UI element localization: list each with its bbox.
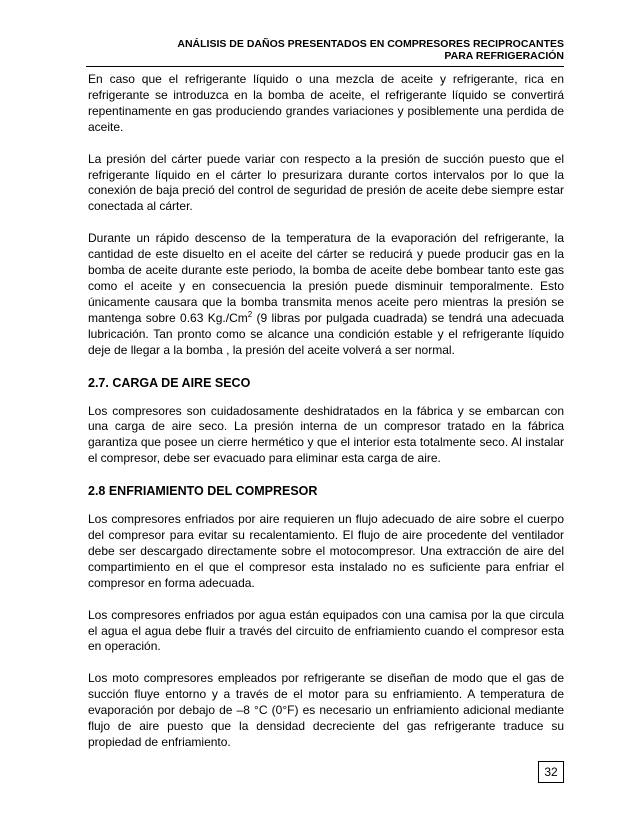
- section-heading-2-8: 2.8 ENFRIAMIENTO DEL COMPRESOR: [88, 484, 318, 499]
- paragraph-3-text-b: (9 libras por pulgada cuadrada) se tendrá una adecuada lubricación. Tan pronto como se alcance una condición estable y el refrigerante líquido deje de llegar a la bomba , la presión del aceite volverá a ser normal.: [88, 310, 564, 357]
- section-heading-2-7: 2.7. CARGA DE AIRE SECO: [88, 375, 251, 390]
- body-text: [88, 72, 564, 767]
- paragraph-3-text-a: Durante un rápido descenso de la temperatura de la evaporación del refrigerante, la cantidad de este disuelto en el aceite del cárter se reducirá y puede producir gas en la bomba de aceite durante este periodo, la bomba de aceite debe bombear tanto este gas como el aceite y en consecuencia la presión puede disminuir temporalmente. Esto únicamente causara que la bomba transmita menos aceite pero mientras la presión se mantenga sobre 0.63 Kg./Cm: [88, 231, 564, 325]
- page-number-box: 32: [538, 761, 564, 783]
- running-header: [150, 38, 564, 62]
- section-2-8-paragraph-3: Los moto compresores empleados por refrigerante se diseñan de modo que el gas de succión fluye entorno y a través de el motor para su enfriamiento. A temperatura de evaporación por debajo de –8 °C (0°F) es necesario un enfriamiento adicional mediante flujo de aire puesto que la densidad decreciente del gas refrigerante traduce su propiedad de enfriamiento.: [88, 671, 564, 749]
- section-2-8-paragraph-2: Los compresores enfriados por agua están equipados con una camisa por la que circula el agua el agua debe fluir a través del circuito de enfriamiento cuando el compresor esta en operación.: [88, 607, 564, 654]
- paragraph-1: En caso que el refrigerante líquido o una mezcla de aceite y refrigerante, rica en refrigerante se introduzca en la bomba de aceite, el refrigerante líquido se convertirá repentinamente en gas produciendo grandes variaciones y posiblemente una perdida de aceite.: [88, 72, 564, 134]
- paragraph-3: [88, 231, 564, 358]
- superscript-2: 2: [247, 309, 253, 319]
- section-2-7-paragraph: Los compresores son cuidadosamente deshidratados en la fábrica y se embarcan con una carga de aire seco. La presión interna de un compresor tratado en la fábrica garantiza que posee un cierre hermético y que el interior esta totalmente seco. Al instalar el compresor, debe ser evacuado para eliminar esta carga de aire.: [88, 403, 564, 466]
- section-2-8-paragraph-1: Los compresores enfriados por aire requieren un flujo adecuado de aire sobre el cuerpo del compresor para evitar su recalentamiento. El flujo de aire procedente del ventilador debe ser descargado directamente sobre el motocompresor. Una extracción de aire del compartimiento en el que el compresor esta instalado no es suficiente para enfriar el compresor en forma adecuada.: [88, 512, 564, 590]
- header-divider: [86, 66, 564, 67]
- header-line-2: PARA REFRIGERACIÓN: [444, 50, 564, 62]
- header-line-1: ANÁLISIS DE DAÑOS PRESENTADOS EN COMPRESORES RECIPROCANTES: [177, 38, 564, 50]
- paragraph-2: La presión del cárter puede variar con respecto a la presión de succión puesto que el refrigerante líquido en el cárter lo presurizara durante cortos intervalos por lo que la conexión de baja preció del control de seguridad de presión de aceite debe siempre estar conectada al cárter.: [88, 151, 564, 214]
